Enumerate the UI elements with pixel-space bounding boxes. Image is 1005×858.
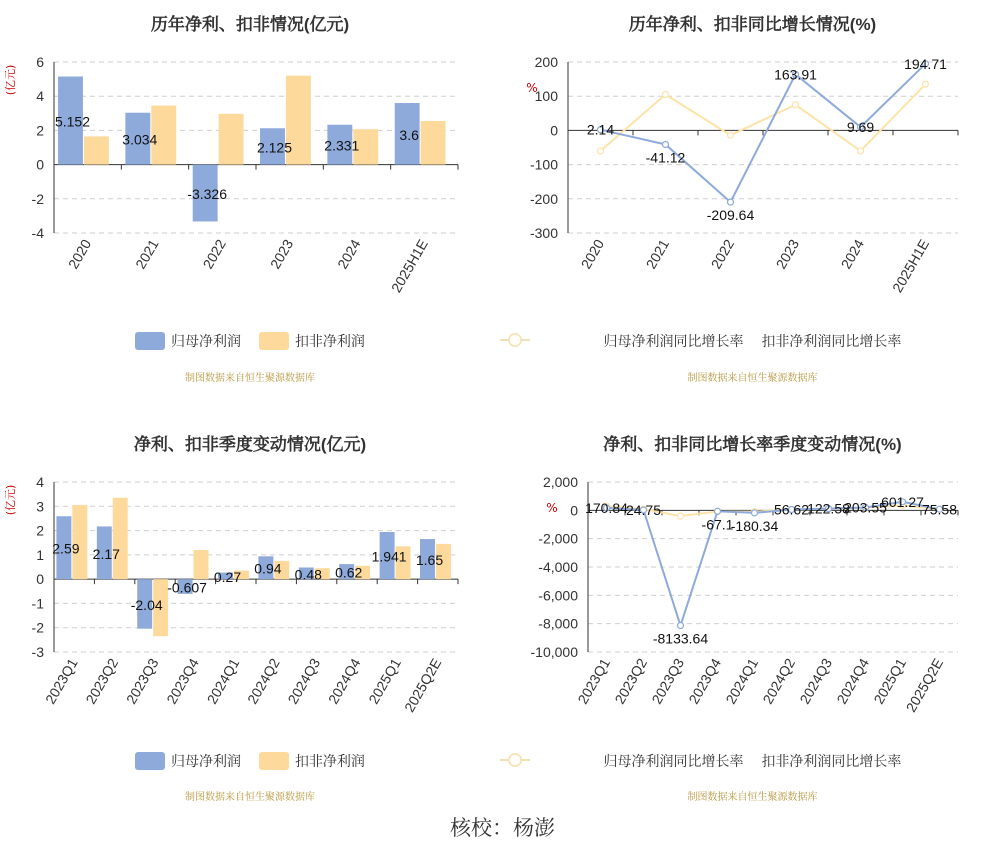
data-label: 5.152 [54, 113, 91, 130]
data-label: 2.59 [52, 540, 80, 557]
data-label: 1.941 [371, 548, 407, 565]
data-label: 0.27 [213, 568, 242, 585]
data-source-note: 制图数据来自恒生聚源数据库 [687, 373, 818, 384]
legend-line-swatch [500, 751, 530, 769]
data-label: 122.58 [807, 500, 850, 517]
data-label: -3.326 [187, 186, 228, 203]
data-label: 1.65 [415, 552, 444, 569]
x-tick-label: 2024Q2 [759, 655, 799, 707]
y-tick-label: 200 [534, 54, 558, 70]
bar [421, 121, 446, 165]
chart-panel-annual-growth [500, 0, 1005, 400]
y-tick-label: 3 [36, 498, 44, 515]
data-label: 0.62 [335, 564, 363, 581]
chart-panel-annual-profit [0, 0, 500, 400]
y-tick-label: -10,000 [530, 644, 578, 660]
y-tick-label: -1 [31, 595, 44, 612]
data-point [663, 141, 669, 147]
legend-swatch [259, 332, 289, 350]
data-label: 75.58 [921, 501, 958, 518]
y-tick-label: 0 [36, 571, 44, 588]
reviewer-footer: 核校：杨澎 [450, 816, 555, 840]
data-label: 163.91 [774, 66, 817, 83]
data-label: -8133.64 [652, 630, 709, 647]
y-tick-label: 0 [36, 156, 44, 173]
chart-title: 净利、扣非季度变动情况(亿元) [133, 435, 367, 454]
data-point [598, 148, 604, 154]
x-tick-label: 2023Q4 [685, 655, 725, 707]
data-label: -67.1 [701, 516, 734, 533]
x-tick-label: 2022 [707, 236, 738, 272]
y-tick-label: -200 [529, 190, 558, 207]
x-tick-label: 2025Q2E [400, 655, 445, 715]
data-label: 2.14 [586, 121, 615, 138]
legend-item-series-1[interactable] [135, 751, 241, 771]
data-label: 2.331 [324, 137, 360, 154]
data-label: 9.69 [846, 119, 875, 136]
chart-title: 历年净利、扣非同比增长情况(%) [628, 15, 877, 34]
x-tick-label: 2022 [199, 236, 229, 272]
legend-label: 扣非净利润 [294, 753, 365, 769]
x-tick-label: 2025H1E [387, 236, 431, 296]
data-label: 56.62 [773, 501, 810, 518]
data-point [728, 132, 734, 138]
bar [219, 114, 244, 165]
data-point [728, 199, 734, 205]
x-tick-label: 2023Q2 [82, 655, 122, 707]
bar [194, 550, 209, 579]
x-tick-label: 2023 [772, 236, 803, 272]
bar [84, 136, 109, 164]
legend-item-series-1[interactable] [604, 331, 744, 351]
y-tick-label: 0 [550, 122, 558, 139]
data-label: 3.6 [399, 126, 419, 143]
data-label: 3.034 [122, 131, 158, 148]
x-tick-label: 2024 [334, 236, 364, 272]
chart-legend [500, 331, 1005, 351]
y-tick-label: 2 [36, 122, 44, 139]
y-tick-label: 2 [36, 522, 44, 539]
x-tick-label: 2023Q1 [42, 655, 81, 707]
x-tick-label: 2024 [837, 236, 868, 272]
legend-item-series-2[interactable] [259, 331, 365, 351]
x-tick-label: 2025Q1 [365, 655, 404, 707]
legend-label: 扣非净利润 [294, 333, 365, 349]
y-tick-label: -4,000 [538, 559, 578, 575]
data-label: 0.94 [254, 560, 282, 577]
data-label: 601.27 [881, 493, 924, 510]
data-point [715, 508, 721, 514]
data-point [678, 513, 684, 519]
y-tick-label: 0 [570, 502, 578, 519]
x-tick-label: 2024Q1 [722, 655, 762, 707]
data-label: 194.71 [904, 55, 947, 72]
data-point [678, 623, 684, 629]
data-point [858, 148, 864, 154]
legend-label: 归母净利润同比增长率 [603, 333, 744, 349]
data-source-note: 制图数据来自恒生聚源数据库 [185, 792, 315, 803]
y-axis-label: % [546, 501, 558, 515]
y-tick-label: -2 [31, 190, 44, 207]
x-tick-label: 2023Q3 [122, 655, 162, 707]
y-axis-label: % [526, 81, 538, 95]
y-tick-label: 100 [534, 88, 558, 105]
data-point [752, 510, 758, 516]
legend-label: 归母净利润 [171, 333, 242, 349]
data-label: 2.17 [92, 545, 120, 562]
y-tick-label: 4 [36, 474, 44, 490]
data-label: 24.75 [625, 501, 662, 518]
x-tick-label: 2021 [132, 236, 162, 272]
y-tick-label: -4 [31, 225, 44, 241]
legend-item-series-2[interactable] [761, 751, 901, 771]
data-label: 170.84 [585, 499, 628, 516]
x-tick-label: 2023Q3 [648, 655, 688, 707]
data-label: -0.607 [167, 579, 207, 596]
bar [113, 498, 128, 579]
x-tick-label: 2025H1E [889, 236, 933, 296]
x-tick-label: 2023Q1 [574, 655, 614, 707]
data-label: -180.34 [730, 517, 779, 534]
y-tick-label: -100 [529, 156, 558, 173]
y-axis-label: (亿元) [4, 64, 17, 96]
x-tick-label: 2024Q3 [796, 655, 836, 707]
legend-label: 扣非净利润同比增长率 [761, 753, 902, 769]
data-source-note: 制图数据来自恒生聚源数据库 [687, 792, 818, 803]
chart-title: 历年净利、扣非情况(亿元) [150, 15, 350, 34]
x-tick-label: 2020 [64, 236, 95, 272]
data-label: 0.48 [294, 566, 322, 583]
legend-label: 扣非净利润同比增长率 [761, 333, 902, 349]
x-tick-label: 2024Q4 [833, 655, 873, 707]
chart-legend [500, 751, 1005, 771]
chart-panel-quarterly-profit [0, 420, 500, 810]
y-tick-label: -2,000 [538, 530, 578, 547]
legend-swatch [135, 752, 165, 770]
y-tick-label: 1 [36, 546, 44, 563]
legend-item-series-2[interactable] [259, 751, 365, 771]
data-point [793, 102, 799, 108]
data-label: -2.04 [130, 596, 163, 613]
x-tick-label: 2025Q2E [902, 655, 947, 715]
data-label: -209.64 [706, 207, 755, 224]
x-tick-label: 2023Q4 [163, 655, 202, 707]
x-tick-label: 2024Q4 [324, 655, 364, 707]
x-tick-label: 2025Q1 [870, 655, 910, 707]
legend-line-swatch [500, 331, 530, 349]
legend-label: 归母净利润同比增长率 [603, 753, 744, 769]
y-tick-label: 2,000 [542, 474, 578, 490]
legend-item-series-2[interactable] [761, 331, 901, 351]
x-tick-label: 2021 [642, 236, 673, 272]
y-axis-label: (亿元) [4, 484, 17, 516]
chart-title: 净利、扣非同比增长率季度变动情况(%) [603, 435, 902, 454]
x-tick-label: 2023Q2 [611, 655, 651, 707]
legend-label: 归母净利润 [171, 753, 242, 769]
legend-swatch [135, 332, 165, 350]
y-tick-label: -2 [31, 619, 44, 636]
data-label: 2.125 [256, 139, 293, 156]
chart-panel-quarterly-growth [500, 420, 1005, 810]
data-label: -41.12 [645, 149, 686, 166]
y-tick-label: -300 [529, 225, 558, 241]
chart-legend [0, 331, 500, 353]
data-point [663, 91, 669, 97]
legend-item-series-1[interactable] [604, 751, 744, 771]
x-tick-label: 2024Q3 [284, 655, 324, 707]
x-tick-label: 2024Q1 [203, 655, 243, 707]
y-tick-label: -6,000 [538, 587, 578, 604]
x-tick-label: 2024Q2 [244, 655, 283, 707]
y-tick-label: -8,000 [538, 615, 578, 632]
data-source-note: 制图数据来自恒生聚源数据库 [185, 373, 315, 384]
data-point [923, 81, 929, 87]
legend-item-series-1[interactable] [135, 331, 241, 351]
y-tick-label: 6 [36, 54, 44, 70]
x-tick-label: 2023 [266, 236, 297, 272]
chart-legend [0, 751, 500, 773]
x-tick-label: 2020 [577, 236, 608, 272]
y-tick-label: -3 [31, 644, 44, 660]
y-tick-label: 4 [36, 88, 44, 105]
legend-swatch [259, 752, 289, 770]
data-label: 203.55 [844, 499, 887, 516]
